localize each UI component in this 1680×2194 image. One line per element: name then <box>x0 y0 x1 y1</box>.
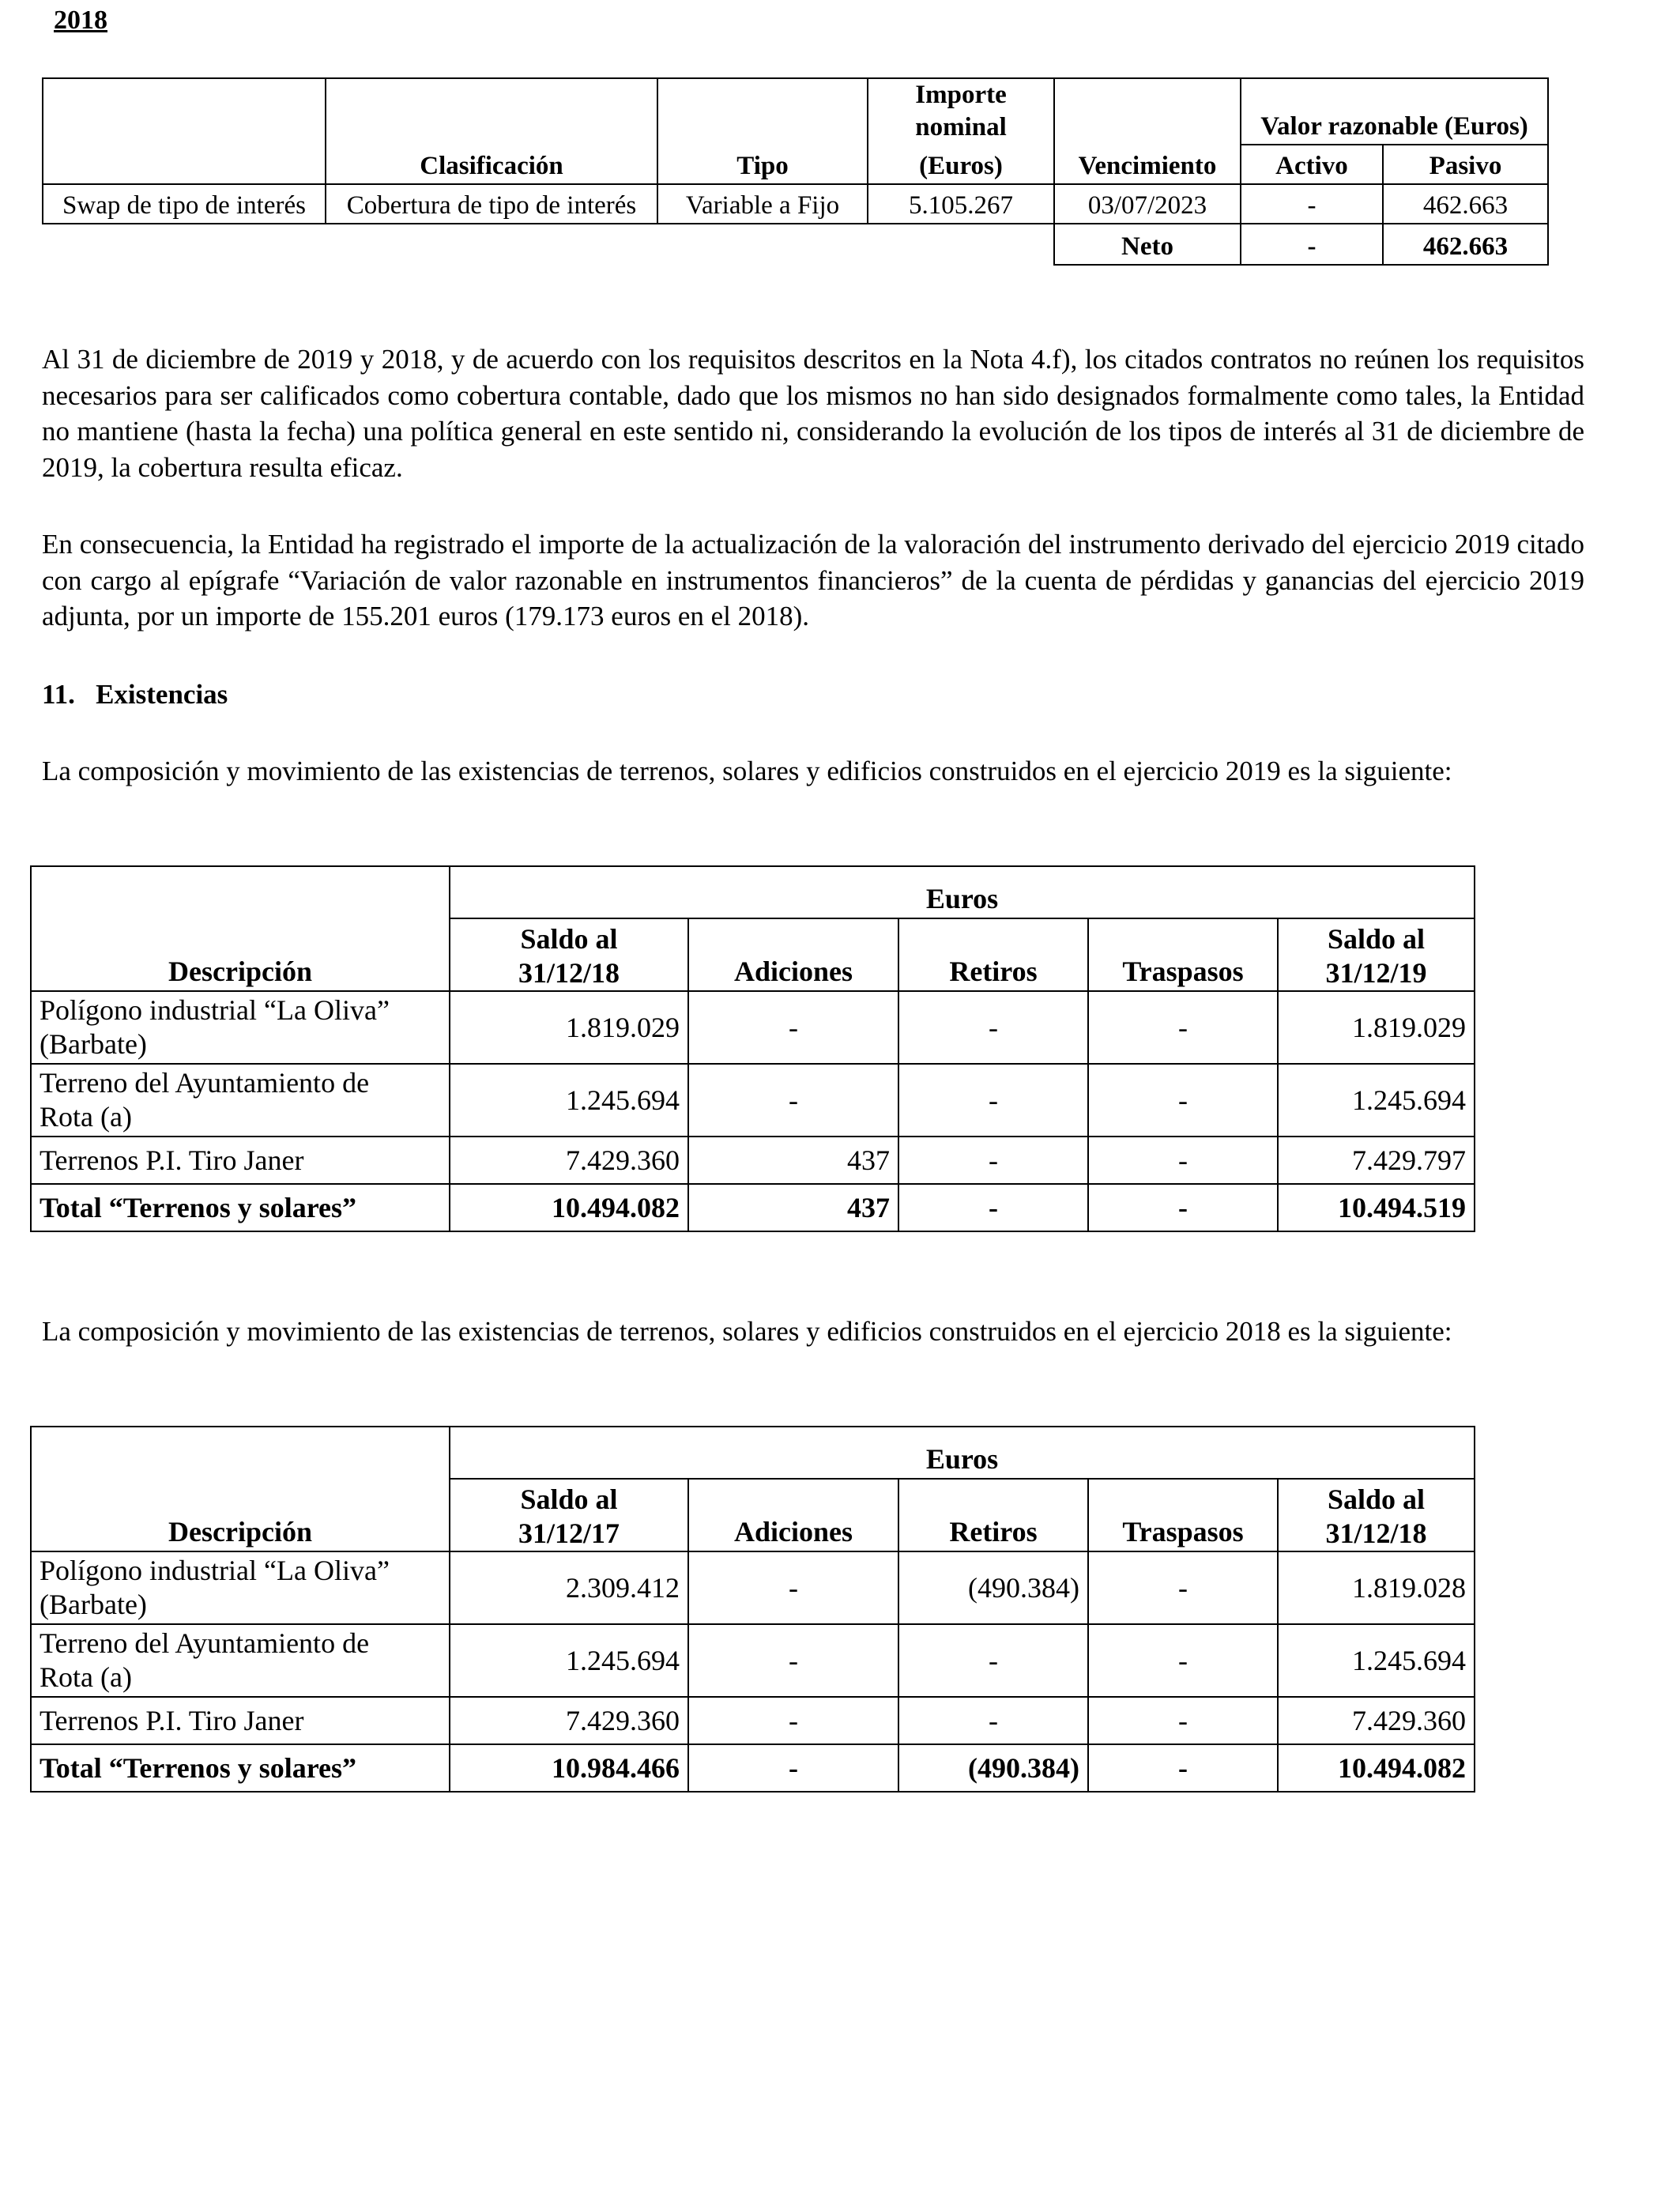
total-row: Total “Terrenos y solares” 10.494.082 437 - - 10.494.519 <box>31 1184 1475 1231</box>
paragraph-composicion-2018: La composición y movimiento de las existencias de terrenos, solares y edificios construidos en el ejercicio 2018 es la siguiente: <box>42 1316 1452 1347</box>
table-row: Swap de tipo de interés Cobertura de tipo de interés Variable a Fijo 5.105.267 03/07/2023 - 462.663 <box>43 184 1548 224</box>
header-retiros: Retiros <box>898 1479 1088 1551</box>
header-vencimiento: Vencimiento <box>1054 145 1241 184</box>
header-retiros: Retiros <box>898 918 1088 991</box>
table-row: Polígono industrial “La Oliva” (Barbate) 2.309.412 - (490.384) - 1.819.028 <box>31 1551 1475 1624</box>
paragraph-composicion-2019: La composición y movimiento de las existencias de terrenos, solares y edificios construidos en el ejercicio 2019 es la siguiente: <box>42 756 1452 786</box>
header-traspasos: Traspasos <box>1088 1479 1278 1551</box>
header-tipo: Tipo <box>657 145 868 184</box>
header-clasificacion: Clasificación <box>326 145 657 184</box>
table-row: Terrenos P.I. Tiro Janer 7.429.360 437 - - 7.429.797 <box>31 1137 1475 1184</box>
header-descripcion: Descripción <box>31 866 450 991</box>
paragraph-cobertura: Al 31 de diciembre de 2019 y 2018, y de acuerdo con los requisitos descritos en la Nota 4.f), los citados contratos no reúnen los requisitos necesarios para ser calificados como cobertura contable, dado que los mismos no han sido designados formalmente como tales, la Entidad no mantiene (hasta la fecha) una política general en este sentido ni, considerando la evolución de los tipos de interés al 31 de diciembre de 2019, la cobertura resulta eficaz. <box>42 344 1584 483</box>
header-euros: Euros <box>450 1427 1475 1479</box>
section-heading-existencias: 11. Existencias <box>42 679 228 710</box>
header-euros: Euros <box>450 866 1475 918</box>
existencias-2018-table <box>30 1426 1475 1793</box>
header-activo: Activo <box>1241 145 1383 184</box>
total-row: Total “Terrenos y solares” 10.984.466 - (490.384) - 10.494.082 <box>31 1744 1475 1792</box>
header-saldo-inicial: Saldo al 31/12/17 <box>450 1479 688 1551</box>
paragraph-consecuencia: En consecuencia, la Entidad ha registrado el importe de la actualización de la valoración del instrumento derivado del ejercicio 2019 citado con cargo al epígrafe “Variación de valor razonable en instrumentos financieros” de la cuenta de pérdidas y ganancias del ejercicio 2019 adjunta, por un importe de 155.201 euros (179.173 euros en el 2018). <box>42 529 1584 631</box>
table-row: Terreno del Ayuntamiento de Rota (a) 1.245.694 - - - 1.245.694 <box>31 1064 1475 1137</box>
header-descripcion: Descripción <box>31 1427 450 1551</box>
header-saldo-final: Saldo al 31/12/18 <box>1278 1479 1475 1551</box>
swap-table <box>42 77 1549 266</box>
header-adiciones: Adiciones <box>688 1479 898 1551</box>
table-row: Polígono industrial “La Oliva” (Barbate) 1.819.029 - - - 1.819.029 <box>31 991 1475 1064</box>
existencias-2019-table <box>30 865 1475 1232</box>
table-row: Terrenos P.I. Tiro Janer 7.429.360 - - - 7.429.360 <box>31 1697 1475 1744</box>
header-pasivo: Pasivo <box>1383 145 1548 184</box>
header-traspasos: Traspasos <box>1088 918 1278 991</box>
header-valor-razonable: Valor razonable (Euros) <box>1241 78 1548 145</box>
header-importe-euros: (Euros) <box>868 145 1054 184</box>
header-saldo-final: Saldo al 31/12/19 <box>1278 918 1475 991</box>
table-row: Terreno del Ayuntamiento de Rota (a) 1.245.694 - - - 1.245.694 <box>31 1624 1475 1697</box>
header-importe: Importe nominal <box>868 78 1054 145</box>
year-heading: 2018 <box>54 6 107 35</box>
header-adiciones: Adiciones <box>688 918 898 991</box>
neto-row: Neto - 462.663 <box>43 224 1548 265</box>
header-saldo-inicial: Saldo al 31/12/18 <box>450 918 688 991</box>
